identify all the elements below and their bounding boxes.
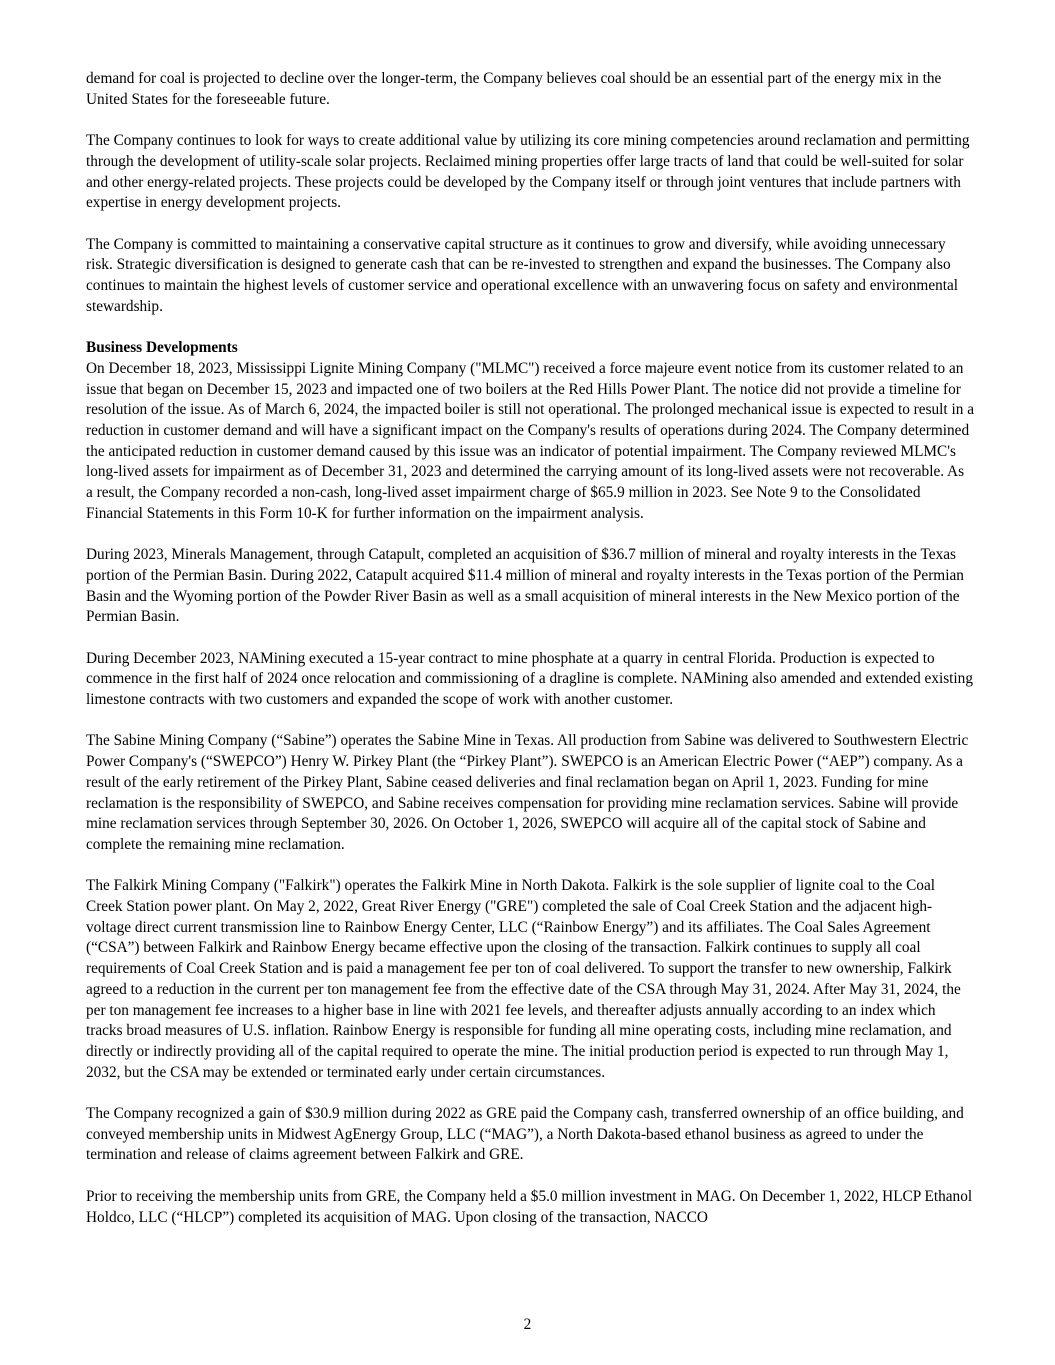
paragraph-gre-gain: The Company recognized a gain of $30.9 million during 2022 as GRE paid the Company cash, transferred ownership of an office building, and conveyed membership units in Midwest AgEnergy Group, LLC (“MAG”), a North Dakota-based ethanol business as agreed to under the termination and release of claims agreement between Falkirk and GRE. bbox=[86, 1105, 964, 1164]
paragraph-mag-investment: Prior to receiving the membership units from GRE, the Company held a $5.0 million investment in MAG. On December 1, 2022, HLCP Ethanol Holdco, LLC (“HLCP”) completed its acquisition of MAG. Upon closing of the transaction, NACCO bbox=[86, 1187, 973, 1226]
paragraph-solar-projects: The Company continues to look for ways to create additional value by utilizing its core mining competencies around reclamation and permitting through the development of utility-scale solar projects. Reclaimed mining properties offer large tracts of land that could be well-suited for solar and other energy-related projects. These projects could be developed by the Company itself or through joint ventures that include partners with expertise in energy development projects. bbox=[86, 132, 970, 212]
paragraph-mlmc-force-majeure: On December 18, 2023, Mississippi Lignite Mining Company ("MLMC") received a force majeure event notice from its customer related to an issue that began on December 15, 2023 and impacted one of two boilers at the Red Hills Power Plant. The notice did not provide a timeline for resolution of the issue. As of March 6, 2024, the impacted boiler is still not operational. The prolonged mechanical issue is expected to result in a reduction in customer demand and will have a significant impact on the Company's results of operations during 2024. The Company determined the anticipated reduction in customer demand caused by this issue was an indicator of potential impairment. The Company reviewed MLMC's long-lived assets for impairment as of December 31, 2023 and determined the carrying amount of its long-lived assets were not recoverable. As a result, the Company recorded a non-cash, long-lived asset impairment charge of $65.9 million in 2023. See Note 9 to the Consolidated Financial Statements in this Form 10-K for further information on the impairment analysis. bbox=[86, 359, 975, 522]
paragraph-namining-contract: During December 2023, NAMining executed a 15-year contract to mine phosphate at a quarry in central Florida. Production is expected to commence in the first half of 2024 once relocation and commissioning of a dragline is complete. NAMining also amended and extended existing limestone contracts with two customers and expanded the scope of work with another customer. bbox=[86, 649, 973, 709]
document-body bbox=[86, 69, 974, 1249]
section-heading: Business Developments bbox=[86, 339, 238, 357]
page-number: 2 bbox=[523, 1316, 532, 1333]
section-business-developments bbox=[86, 338, 974, 524]
paragraph-sabine-mine: The Sabine Mining Company (“Sabine”) operates the Sabine Mine in Texas. All production from Sabine was delivered to Southwestern Electric Power Company's (“SWEPCO”) Henry W. Pirkey Plant (the “Pirkey Plant”). SWEPCO is an American Electric Power (“AEP”) company. As a result of the early retirement of the Pirkey Plant, Sabine ceased deliveries and final reclamation began on April 1, 2023. Funding for mine reclamation is the responsibility of SWEPCO, and Sabine receives compensation for providing mine reclamation services. Sabine will provide mine reclamation services through September 30, 2026. On October 1, 2026, SWEPCO will acquire all of the capital stock of Sabine and complete the remaining mine reclamation. bbox=[86, 732, 969, 853]
paragraph-coal-outlook: demand for coal is projected to decline over the longer-term, the Company believes coal should be an essential part of the energy mix in the United States for the foreseeable future. bbox=[86, 70, 942, 108]
paragraph-capital-structure: The Company is committed to maintaining a conservative capital structure as it continues to grow and diversify, while avoiding unnecessary risk. Strategic diversification is designed to generate cash that can be re-invested to strengthen and expand the businesses. The Company also continues to maintain the highest levels of customer service and operational excellence with an unwavering focus on safety and environmental stewardship. bbox=[86, 235, 959, 315]
paragraph-minerals-management: During 2023, Minerals Management, through Catapult, completed an acquisition of $36.7 million of mineral and royalty interests in the Texas portion of the Permian Basin. During 2022, Catapult acquired $11.4 million of mineral and royalty interests in the Texas portion of the Permian Basin and the Wyoming portion of the Powder River Basin as well as a small acquisition of mineral interests in the New Mexico portion of the Permian Basin. bbox=[86, 546, 964, 626]
paragraph-falkirk-mine: The Falkirk Mining Company ("Falkirk") operates the Falkirk Mine in North Dakota. Falkirk is the sole supplier of lignite coal to the Coal Creek Station power plant. On May 2, 2022, Great River Energy ("GRE") completed the sale of Coal Creek Station and the adjacent high-voltage direct current transmission line to Rainbow Energy Center, LLC (“Rainbow Energy”) and its affiliates. The Coal Sales Agreement (“CSA”) between Falkirk and Rainbow Energy became effective upon the closing of the transaction. Falkirk continues to supply all coal requirements of Coal Creek Station and is paid a management fee per ton of coal delivered. To support the transfer to new ownership, Falkirk agreed to a reduction in the current per ton management fee from the effective date of the CSA through May 31, 2024. After May 31, 2024, the per ton management fee increases to a higher base in line with 2021 fee levels, and thereafter adjusts annually according to an index which tracks broad measures of U.S. inflation. Rainbow Energy is responsible for funding all mine operating costs, including mine reclamation, and directly or indirectly providing all of the capital required to operate the mine. The initial production period is expected to run through May 1, 2032, but the CSA may be extended or terminated early under certain circumstances. bbox=[86, 877, 961, 1081]
